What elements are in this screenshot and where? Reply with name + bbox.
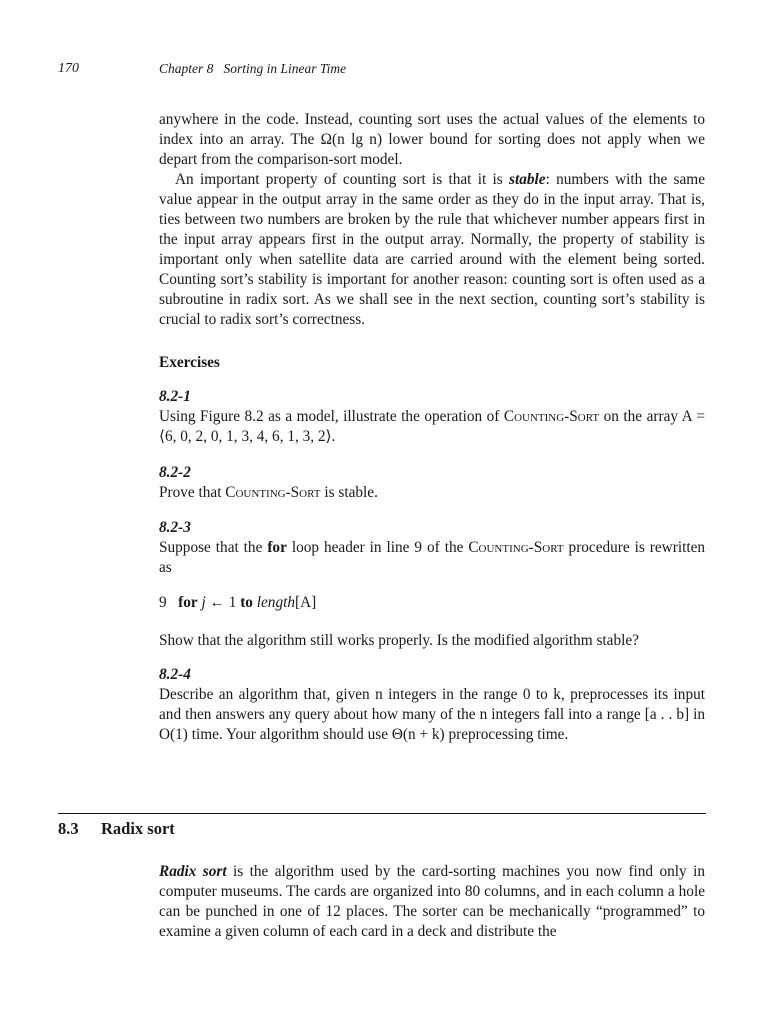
term-radix-sort: Radix sort <box>159 863 227 880</box>
section-rule <box>58 813 706 814</box>
exercise-text-b: loop header in line 9 of the <box>286 539 469 556</box>
exercise-text-a: Suppose that the <box>159 539 268 556</box>
exercise-text-b: on the array A = ⟨6, 0, 2, 0, 1, 3, 4, 6, 1, 3, 2⟩. <box>159 408 705 445</box>
radix-paragraph-body: is the algorithm used by the card-sorting machines you now find only in computer museums. The cards are organized into 80 columns, and in each column a hole can be punched in one of 12 places. The sorter can be mechanically “programmed” to examine a given column of each card in a deck and distribute the <box>159 863 705 940</box>
keyword-for: for <box>267 539 287 556</box>
exercise-text-a: Using Figure 8.2 as a model, illustrate the operation of <box>159 408 504 425</box>
exercise-8-2-3 <box>159 518 705 578</box>
exercise-followup: Show that the algorithm still works properly. Is the modified algorithm stable? <box>159 632 639 649</box>
exercise-number: 8.2-1 <box>159 388 191 405</box>
procedure-name: Counting-Sort <box>468 539 564 556</box>
pseudocode-line <box>159 593 316 613</box>
page-number: 170 <box>58 61 79 76</box>
exercise-number: 8.2-3 <box>159 519 191 536</box>
term-stable: stable <box>509 171 546 188</box>
code-line-number: 9 <box>159 594 167 611</box>
exercise-text <box>159 483 705 503</box>
paragraph-1: anywhere in the code. Instead, counting sort uses the actual values of the elements to index into an array. The Ω(n lg n) lower bound for sorting does not apply when we depart from the comparison-sort model. <box>159 111 705 168</box>
exercise-8-2-3-followup <box>159 631 705 651</box>
section-number: 8.3 <box>58 819 79 838</box>
radix-intro <box>159 862 705 942</box>
paragraph-2-lead: An important property of counting sort is that it is <box>175 171 510 188</box>
running-head: Chapter 8 Sorting in Linear Time <box>159 61 347 76</box>
exercises-title: Exercises <box>159 354 220 371</box>
exercise-text: Describe an algorithm that, given n integers in the range 0 to k, preprocesses its input and then answers any query about how many of the n integers fall into a range [a . . b] in O(1) time. Your algorithm should use Θ(n + k) preprocessing time. <box>159 686 705 743</box>
code-function: length <box>256 594 296 611</box>
exercise-text-b: is stable. <box>320 484 378 501</box>
exercise-number: 8.2-4 <box>159 666 191 683</box>
code-variable: j <box>201 594 206 611</box>
section-title: Radix sort <box>101 819 175 838</box>
exercises-heading <box>159 353 705 373</box>
exercise-8-2-1 <box>159 387 705 447</box>
paragraph-2 <box>159 170 705 330</box>
intro-text <box>159 110 705 330</box>
exercise-text-a: Prove that <box>159 484 226 501</box>
code-assign: ← 1 <box>205 594 241 611</box>
exercise-text-c: procedure is rewritten as <box>159 539 706 576</box>
code-argument: [A] <box>295 594 317 611</box>
procedure-name: Counting-Sort <box>503 408 600 425</box>
exercise-8-2-2 <box>159 463 705 503</box>
radix-paragraph <box>159 862 705 942</box>
procedure-name: Counting-Sort <box>225 484 321 501</box>
exercise-8-2-4 <box>159 665 705 745</box>
code-keyword-for: for <box>178 594 198 611</box>
exercise-text <box>159 538 705 578</box>
code-keyword-to: to <box>240 594 253 611</box>
exercise-text <box>159 407 705 447</box>
exercise-number: 8.2-2 <box>159 464 191 481</box>
paragraph-2-body: : numbers with the same value appear in the output array in the same order as they do in the input array. That is, ties between two numbers are broken by the rule that whichever number appears first in the input array appears first in the output array. Normally, the property of stability is important only when satellite data are carried around with the element being sorted. Counting sort’s stability is important for another reason: counting sort is often used as a subroutine in radix sort. As we shall see in the next section, counting sort’s stability is crucial to radix sort’s correctness. <box>159 171 705 328</box>
